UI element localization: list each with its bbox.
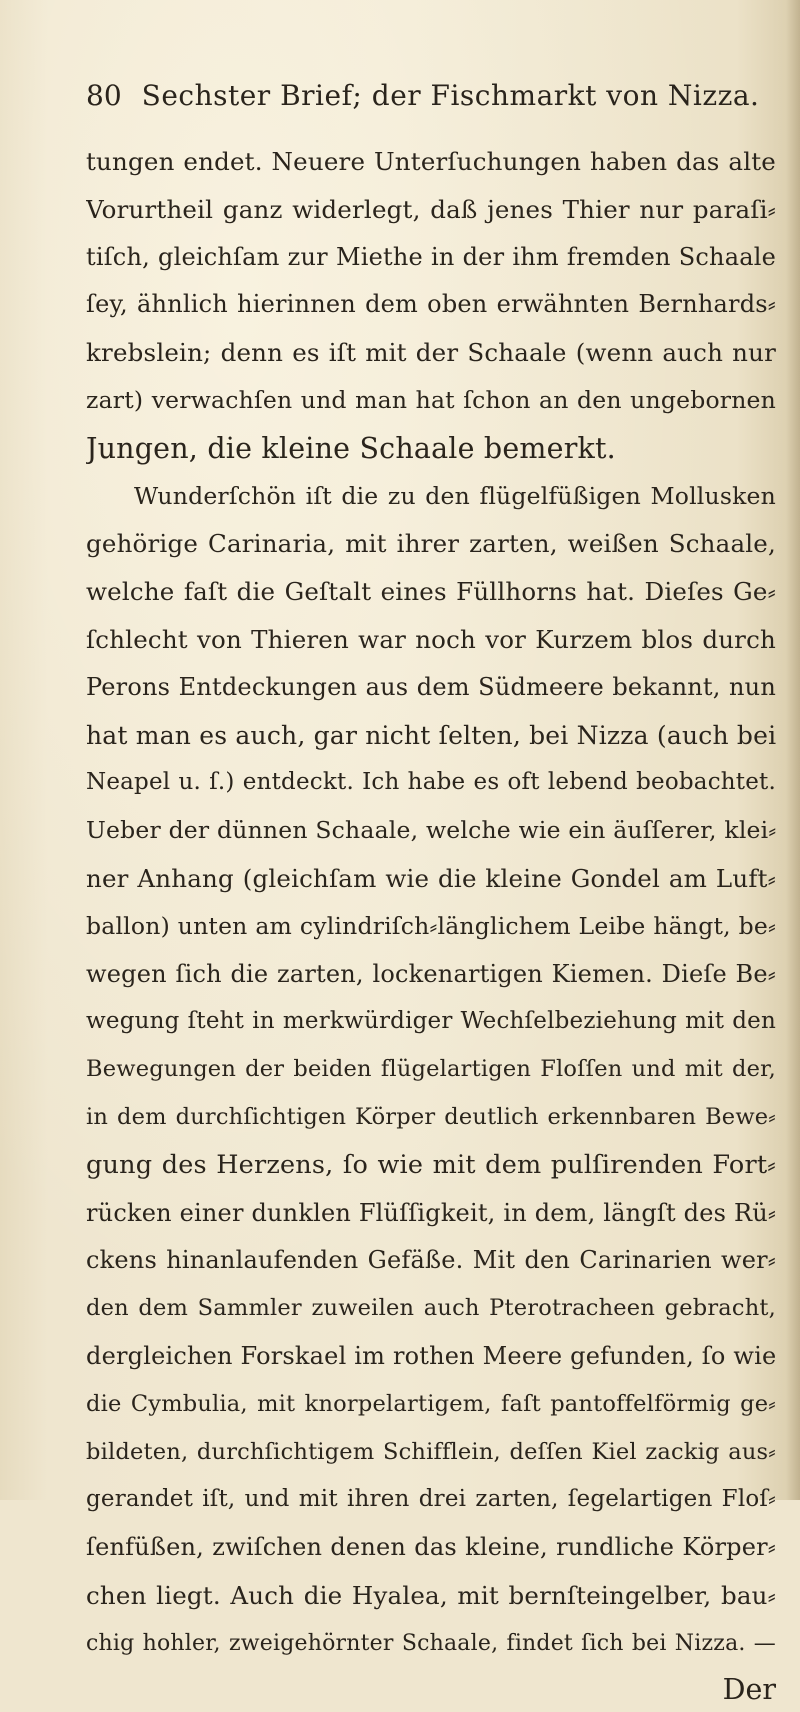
- text-line: dergleichen Forskael im rothen Meere gefunden, ſo wie: [86, 1341, 776, 1370]
- text-line: ſey, ähnlich hierinnen dem oben erwähnten Bernhards⸗: [86, 290, 776, 319]
- text-line: chig hohler, zweigehörnter Schaale, findet ſich bei Nizza. —: [86, 1630, 776, 1656]
- body-text: [86, 138, 776, 1668]
- text-line: rücken einer dunklen Flüſſigkeit, in dem, längſt des Rü⸗: [86, 1198, 776, 1227]
- catchword: Der: [722, 1672, 776, 1706]
- text-line: welche faſt die Geſtalt eines Füllhorns hat. Dieſes Ge⸗: [86, 577, 776, 607]
- running-title: Sechster Brief; der Fischmarkt von Nizza.: [141, 79, 760, 112]
- text-line: tungen endet. Neuere Unterſuchungen haben das alte: [86, 147, 776, 176]
- text-line: den dem Sammler zuweilen auch Pterotracheen gebracht,: [86, 1295, 776, 1322]
- text-line: in dem durchſichtigen Körper deutlich erkennbaren Bewe⸗: [86, 1103, 776, 1130]
- text-line: gehörige Carinaria, mit ihrer zarten, weißen Schaale,: [86, 529, 776, 559]
- text-line: Jungen, die kleine Schaale bemerkt.: [86, 431, 616, 465]
- text-line: tiſch, gleichſam zur Miethe in der ihm fremden Schaale: [86, 242, 776, 271]
- page-number: 80: [86, 79, 122, 112]
- text-line: zart) verwachſen und man hat ſchon an den ungebornen: [86, 385, 776, 414]
- text-line: chen liegt. Auch die Hyalea, mit bernſteingelber, bau⸗: [86, 1580, 776, 1610]
- text-line: hat man es auch, gar nicht ſelten, bei Nizza (auch bei: [86, 720, 776, 750]
- text-line: gung des Herzens, ſo wie mit dem pulſirenden Fort⸗: [86, 1149, 776, 1180]
- text-line: ner Anhang (gleichſam wie die kleine Gondel am Luft⸗: [86, 863, 776, 893]
- text-line: wegung ſteht in merkwürdiger Wechſelbeziehung mit den: [86, 1008, 776, 1035]
- text-line: Perons Entdeckungen aus dem Südmeere bekannt, nun: [86, 672, 776, 701]
- text-line: ballon) unten am cylindriſch⸗länglichem Leibe hängt, be⸗: [86, 911, 776, 940]
- text-line: krebslein; denn es iſt mit der Schaale (wenn auch nur: [86, 338, 776, 368]
- text-line: bildeten, durchſichtigem Schifflein, deſſen Kiel zackig aus⸗: [86, 1438, 776, 1465]
- text-line: Bewegungen der beiden flügelartigen Floſſen und mit der,: [86, 1056, 776, 1083]
- text-line: Vorurtheil ganz widerlegt, daß jenes Thier nur paraſi⸗: [86, 194, 776, 224]
- text-line: die Cymbulia, mit knorpelartigem, faſt pantoffelförmig ge⸗: [86, 1390, 776, 1417]
- text-line: Ueber der dünnen Schaale, welche wie ein äuſſerer, klei⸗: [86, 816, 776, 845]
- text-line: gerandet iſt, und mit ihren drei zarten, ſegelartigen Floſ⸗: [86, 1486, 776, 1513]
- text-line: Wunderſchön iſt die zu den flügelfüßigen Mollusken: [134, 481, 776, 510]
- text-line: ckens hinanlaufenden Gefäße. Mit den Carinarien wer⸗: [86, 1246, 776, 1275]
- running-header: [86, 76, 766, 116]
- text-line: ſenfüßen, zwiſchen denen das kleine, rundliche Körper⸗: [86, 1533, 776, 1562]
- text-line: Neapel u. ſ.) entdeckt. Ich habe es oft lebend beobachtet.: [86, 769, 776, 796]
- text-line: wegen ſich die zarten, lockenartigen Kiemen. Dieſe Be⸗: [86, 959, 776, 988]
- text-line: ſchlecht von Thieren war noch vor Kurzem blos durch: [86, 624, 776, 654]
